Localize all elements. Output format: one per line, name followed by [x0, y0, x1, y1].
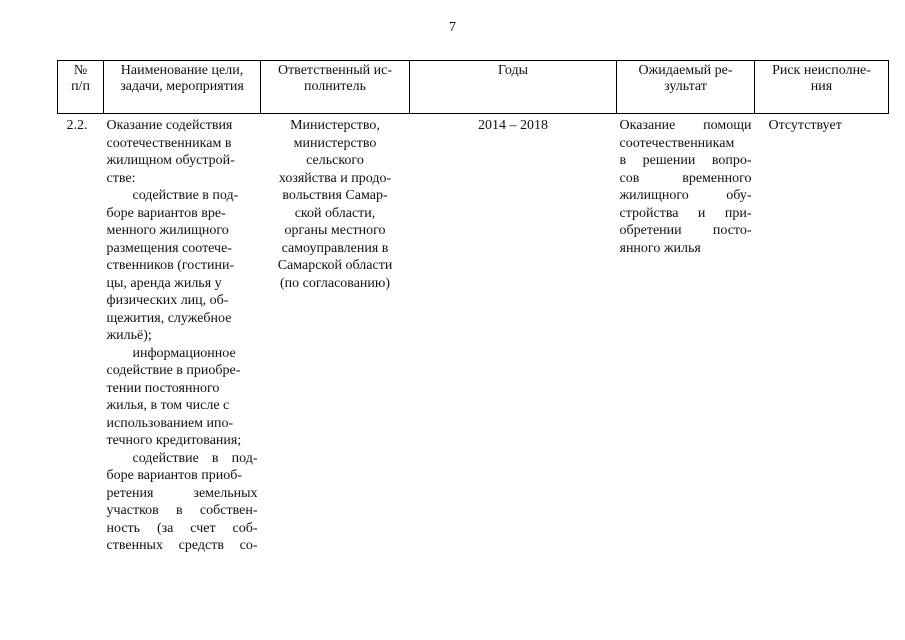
row-years: 2014 – 2018	[478, 118, 548, 133]
measures-table	[57, 60, 889, 555]
row-name: Оказание содействия соотечественникам в жилищном обустрой- стве: содействие в под- боре вариантов вре- менного жилищного размещения соотече- ственников (гостини- цы, аренда жилья у физических лиц, об- щежития, служебное жильё); информационное содействие в приобре- тении постоянного жилья, в том числе с использованием ипо- течного кредитования; содействие в под- боре вариантов приоб- ретения земельных участков в собствен- ность (за счет соб- ственных средств со-	[106, 118, 258, 553]
header-responsible: Ответственный ис- полнитель	[261, 61, 410, 114]
table-row	[58, 114, 889, 555]
row-risk: Отсутствует	[768, 118, 842, 133]
row-number: 2.2.	[66, 118, 88, 133]
header-number: № п/п	[58, 61, 104, 114]
header-name: Наименование цели, задачи, мероприятия	[104, 61, 261, 114]
table-header-row	[58, 61, 889, 114]
header-result: Ожидаемый ре- зультат	[617, 61, 755, 114]
header-years: Годы	[410, 61, 617, 114]
page-number: 7	[449, 20, 456, 35]
row-responsible: Министерство, министерство сельского хозяйства и продо- вольствия Самар- ской области, органы местного самоуправления в Самарской области (по согласованию)	[277, 118, 393, 291]
row-result: Оказание помощи соотечественникам в решении вопро- сов временного жилищного обу- стройства и при- обретении посто- янного жилья	[619, 118, 752, 256]
header-risk: Риск неисполне- ния	[755, 61, 889, 114]
